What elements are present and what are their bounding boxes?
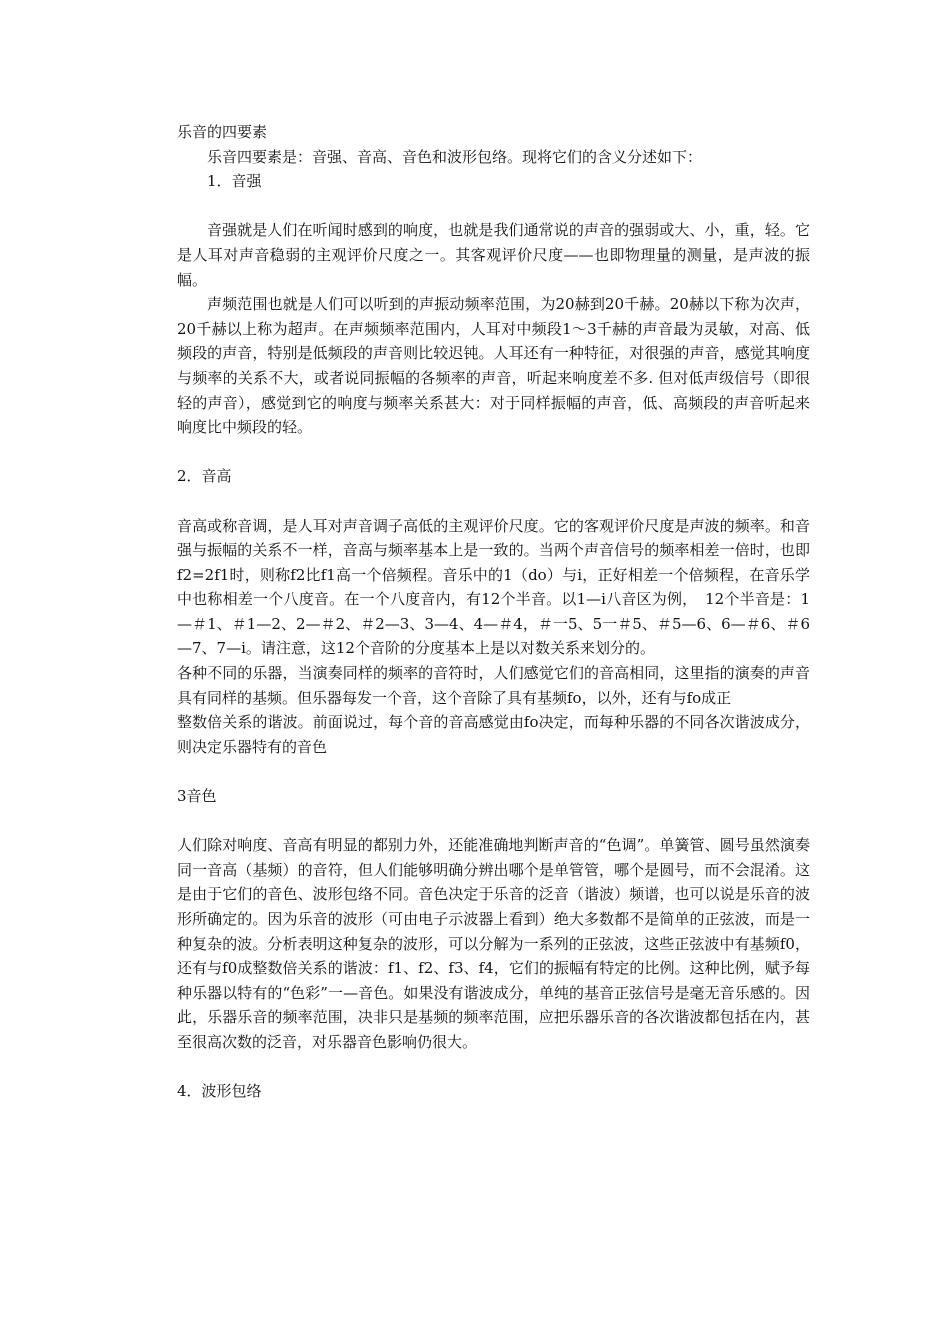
section-heading-loudness: 1．音强: [207, 172, 262, 191]
paragraph-audio-frequency-range: 声频范围也就是人们可以听到的声振动频率范围，为20赫到20千赫。20赫以下称为次声，20千赫以上称为超声。在声频频率范围内，人耳对中频段1～3千赫的声音最为灵敏，对高、低频段的声音，特别是低频段的声音则比较迟钝。人耳还有一种特征，对很强的声音，感觉其响度与频率的关系不大，或者说同振幅的各频率的声音，听起来响度差不多. 但对低声级信号（即很轻的声音），感觉到它的响度与频率关系甚大：对于同样振幅的声音，低、高频段的声音听起来响度比中频段的轻。: [177, 295, 810, 437]
paragraph-harmonics: 整数倍关系的谐波。前面说过，每个音的音高感觉由fo决定，而每种乐器的不同各次谐波成分，则决定乐器特有的音色: [177, 713, 810, 756]
document-page: [177, 120, 810, 1104]
section-heading-timbre: 3音色: [177, 787, 217, 806]
blank-line: [177, 759, 810, 784]
document-title: 乐音的四要素: [177, 123, 268, 141]
paragraph-pitch-definition: 音高或称音调，是人耳对声音调子高低的主观评价尺度。它的客观评价尺度是声波的频率。和音强与振幅的关系不一样，音高与频率基本上是一致的。当两个声音信号的频率相差一倍时，也即f2=2f1时，则称f2比f1高一个倍频程。音乐中的1（do）与i，正好相差一个倍频程，在音乐学中也称相差一个八度音。在一个八度音内，有12个半音。以1—i八音区为例， 12个半音是：1—＃1、＃1—2、2—＃2、＃2—3、3—4、4—＃4，＃一5、5一＃5、＃5—6、6—＃6、＃6—7、7—i。请注意，这12个音阶的分度基本上是以对数关系来划分的。: [177, 516, 810, 658]
section-heading-pitch: 2．音高: [177, 467, 232, 486]
paragraph-instrument-fundamental: 各种不同的乐器，当演奏同样的频率的音符时，人们感觉它们的音高相同，这里指的演奏的声音具有同样的基频。但乐器每发一个音，这个音除了具有基频fo，以外，还有与fo成正: [177, 664, 810, 707]
paragraph-loudness-definition: 音强就是人们在听闻时感到的响度，也就是我们通常说的声音的强弱或大、小，重，轻。它是人耳对声音稳弱的主观评价尺度之一。其客观评价尺度——也即物理量的测量，是声波的振幅。: [177, 221, 810, 289]
blank-line: [177, 809, 810, 834]
blank-line: [177, 1055, 810, 1080]
blank-line: [177, 194, 810, 219]
section-heading-envelope: 4．波形包络: [177, 1082, 262, 1101]
paragraph-timbre: 人们除对响度、音高有明显的都别力外，还能准确地判断声音的“色调”。单簧管、圆号虽然演奏同一音高（基频）的音符，但人们能够明确分辨出哪个是单管管，哪个是圆号，而不会混淆。这是由于它们的音色、波形包络不同。音色决定于乐音的泛音（谐波）频谱，也可以说是乐音的波形所确定的。因为乐音的波形（可由电子示波器上看到）绝大多数都不是简单的正弦波，而是一种复杂的波。分析表明这种复杂的波形，可以分解为一系列的正弦波，这些正弦波中有基频f0，还有与f0成整数倍关系的谐波：f1、f2、f3、f4，它们的振幅有特定的比例。这种比例，赋予每种乐器以特有的“色彩”一—音色。如果没有谐波成分，单纯的基音正弦信号是毫无音乐感的。因此，乐器乐音的频率范围，决非只是基频的频率范围，应把乐器乐音的各次谐波都包括在内，甚至很高次数的泛音，对乐器音色影响仍很大。: [177, 836, 810, 1051]
blank-line: [177, 489, 810, 514]
blank-line: [177, 440, 810, 465]
intro-paragraph: 乐音四要素是：音强、音高、音色和波形包络。现将它们的含义分述如下：: [207, 147, 703, 166]
